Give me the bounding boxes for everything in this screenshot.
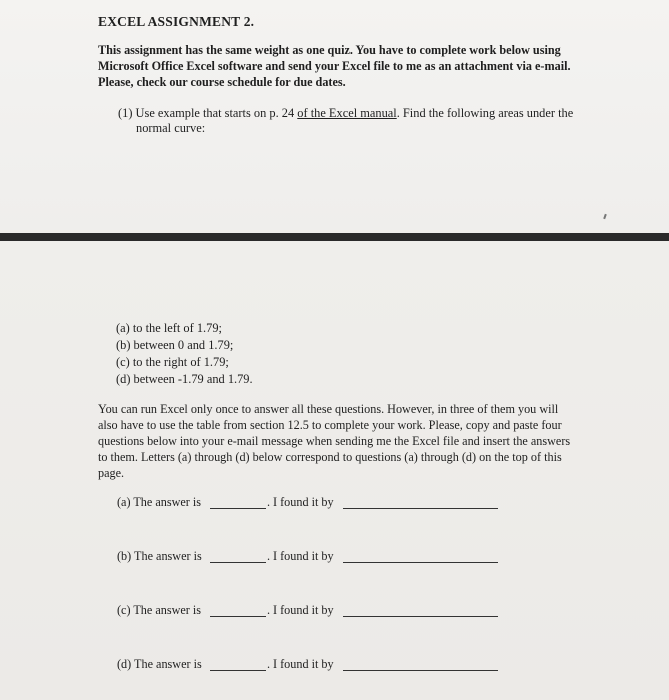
question-1 [118,106,573,121]
instructions-line: questions below into your e-mail message when sending me the Excel file and insert the answers [98,434,571,448]
instructions-line: also have to use the table from section 12.5 to complete your work. Please, copy and paste four [98,418,562,432]
answer-label: (d) The answer is [117,657,202,671]
part-item: (b) between 0 and 1.79; [116,338,234,352]
answer-label: (a) The answer is [117,495,202,509]
answer-blank[interactable] [210,670,266,671]
part-item: (c) to the right of 1.79; [116,355,229,369]
found-by-blank[interactable] [343,616,498,617]
answer-label: (b) The answer is [117,549,202,563]
answer-blank[interactable] [210,616,266,617]
intro-line: Microsoft Office Excel software and send your Excel file to me as an attachment via e-mail. [98,59,571,73]
question-1-prefix: (1) Use example that starts on p. 24 [118,106,298,120]
answer-blank[interactable] [210,508,266,509]
found-by-blank[interactable] [343,670,498,671]
page-divider [0,233,669,241]
answer-separator: . [267,549,271,563]
part-item: (d) between -1.79 and 1.79. [116,372,253,386]
instructions-line: to them. Letters (a) through (d) below correspond to questions (a) through (d) on the top of this [98,450,562,464]
answer-separator: . [267,495,271,509]
intro-line: This assignment has the same weight as one quiz. You have to complete work below using [98,43,561,57]
instructions-line: You can run Excel only once to answer all these questions. However, in three of them you will [98,402,559,416]
answer-separator: . [267,657,271,671]
answer-separator: . [267,603,271,617]
excel-manual-link[interactable]: of the Excel manual [297,106,397,120]
found-by-label: I found it by [273,657,334,671]
answer-label: (c) The answer is [117,603,202,617]
found-by-blank[interactable] [343,562,498,563]
found-by-label: I found it by [273,603,334,617]
part-item: (a) to the left of 1.79; [116,321,222,335]
question-1-continuation: normal curve: [136,121,206,135]
answer-blank[interactable] [210,562,266,563]
found-by-label: I found it by [273,495,334,509]
instructions-line: page. [98,466,125,480]
question-1-suffix: . Find the following areas under the [396,106,574,120]
intro-line: Please, check our course schedule for due dates. [98,75,346,89]
assignment-title: EXCEL ASSIGNMENT 2. [98,14,255,29]
found-by-label: I found it by [273,549,334,563]
found-by-blank[interactable] [343,508,498,509]
